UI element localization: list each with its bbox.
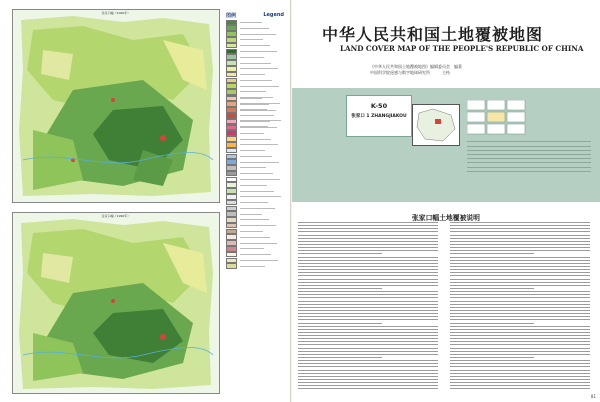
- left-page: [0, 0, 291, 402]
- legend-item: [226, 252, 284, 257]
- legend-swatch: [226, 20, 237, 26]
- legend-swatch: [226, 240, 237, 246]
- legend-swatch: [226, 54, 237, 60]
- legend-item: [226, 212, 284, 217]
- legend-item: [226, 102, 284, 107]
- legend-title-cn: 图例: [226, 13, 237, 19]
- legend-item: [226, 84, 284, 89]
- map-legend-continued: [226, 95, 284, 268]
- legend-swatch: [226, 171, 237, 177]
- legend-item: [226, 241, 284, 246]
- legend-item: [226, 90, 284, 95]
- sheet-label-box: [346, 95, 412, 137]
- legend-item: [226, 183, 284, 188]
- map-top-graphic: [13, 10, 219, 202]
- sheet-index-grid: [467, 100, 527, 136]
- description-text: [298, 222, 594, 396]
- legend-item: [226, 20, 284, 25]
- legend-swatch: [226, 89, 237, 95]
- legend-item: [226, 223, 284, 228]
- legend-rows-secondary: [226, 96, 284, 268]
- legend-swatch: [226, 229, 237, 235]
- legend-item: [226, 32, 284, 37]
- legend-item: [226, 114, 284, 119]
- legend-swatch: [226, 83, 237, 89]
- legend-item: [226, 137, 284, 142]
- legend-item: [226, 200, 284, 205]
- legend-item: [226, 258, 284, 263]
- legend-item: [226, 131, 284, 136]
- map-caption-top: 张家口幅（2000年）: [101, 11, 131, 15]
- right-page: [292, 0, 600, 402]
- legend-swatch: [226, 136, 237, 142]
- legend-swatch: [226, 206, 237, 212]
- legend-swatch: [226, 246, 237, 252]
- legend-swatch: [226, 37, 237, 43]
- sheet-number: K-50: [370, 102, 388, 110]
- legend-item: [226, 108, 284, 113]
- legend-swatch: [226, 200, 237, 206]
- location-index-map: [412, 104, 460, 146]
- legend-swatch: [226, 182, 237, 188]
- legend-swatch: [226, 148, 237, 154]
- legend-item: [226, 189, 284, 194]
- legend-swatch: [226, 252, 237, 258]
- legend-swatch: [226, 188, 237, 194]
- legend-swatch: [226, 142, 237, 148]
- text-column-left: [298, 222, 438, 392]
- legend-item: [226, 229, 284, 234]
- legend-item: [226, 235, 284, 240]
- title-english: LAND COVER MAP OF THE PEOPLE'S REPUBLIC OF CHINA: [340, 44, 584, 53]
- legend-swatch: [226, 177, 237, 183]
- legend-item: [226, 119, 284, 124]
- legend-header: [226, 12, 284, 19]
- legend-item: [226, 43, 284, 48]
- legend-item: [226, 66, 284, 71]
- legend-swatch: [226, 78, 237, 84]
- legend-swatch: [226, 258, 237, 264]
- legend-swatch: [226, 217, 237, 223]
- legend-swatch: [226, 165, 237, 171]
- page-number: 81: [590, 394, 596, 399]
- legend-swatch: [226, 72, 237, 78]
- legend-swatch: [226, 101, 237, 107]
- legend-item: [226, 142, 284, 147]
- legend-title-en: Legend: [263, 12, 284, 18]
- legend-item: [226, 49, 284, 54]
- sheet-name: 张家口 1 ZHANGJIAKOU: [351, 114, 407, 119]
- legend-swatch: [226, 96, 237, 102]
- publisher-block: [370, 64, 462, 76]
- land-cover-map-2000: [12, 9, 220, 203]
- legend-swatch: [226, 25, 237, 31]
- legend-swatch: [226, 119, 237, 125]
- legend-item: [226, 171, 284, 176]
- legend-swatch: [226, 223, 237, 229]
- legend-item: [226, 264, 284, 269]
- title-chinese: 中华人民共和国土地覆被地图: [322, 25, 544, 44]
- legend-item: [226, 148, 284, 153]
- legend-swatch: [226, 234, 237, 240]
- legend-swatch: [226, 107, 237, 113]
- legend-swatch: [226, 43, 237, 49]
- legend-swatch: [226, 263, 237, 269]
- credits-block: [467, 138, 591, 175]
- legend-item: [226, 72, 284, 77]
- map-bottom-graphic: [13, 213, 219, 393]
- legend-item: [226, 125, 284, 130]
- legend-swatch: [226, 194, 237, 200]
- legend-swatch: [226, 31, 237, 37]
- legend-swatch: [226, 60, 237, 66]
- legend-swatch: [226, 125, 237, 131]
- legend-swatch: [226, 159, 237, 165]
- legend-item: [226, 177, 284, 182]
- legend-item: [226, 38, 284, 43]
- text-column-right: [450, 222, 590, 392]
- legend-item: [226, 55, 284, 60]
- legend-item: [226, 78, 284, 83]
- description-title: 张家口幅土地覆被说明: [412, 214, 480, 222]
- legend-swatch: [226, 66, 237, 72]
- legend-swatch: [226, 113, 237, 119]
- legend-item: [226, 194, 284, 199]
- map-caption-bottom: 张家口幅（1990年）: [101, 214, 131, 218]
- legend-swatch: [226, 154, 237, 160]
- legend-item: [226, 26, 284, 31]
- publisher-line-1: 《中华人民共和国土地覆被地图》编辑委员会 编著: [370, 64, 462, 69]
- legend-item: [226, 96, 284, 101]
- legend-item: [226, 247, 284, 252]
- legend-item: [226, 166, 284, 171]
- legend-swatch: [226, 211, 237, 217]
- publisher-line-2: 中国科学院遥感与数字地球研究所 主持: [370, 70, 450, 75]
- legend-item: [226, 206, 284, 211]
- legend-swatch: [226, 49, 237, 55]
- index-map-graphic: [413, 105, 459, 145]
- legend-swatch: [226, 130, 237, 136]
- legend-item: [226, 218, 284, 223]
- land-cover-map-1990: [12, 212, 220, 394]
- legend-item: [226, 61, 284, 66]
- legend-item: [226, 154, 284, 159]
- legend-item: [226, 160, 284, 165]
